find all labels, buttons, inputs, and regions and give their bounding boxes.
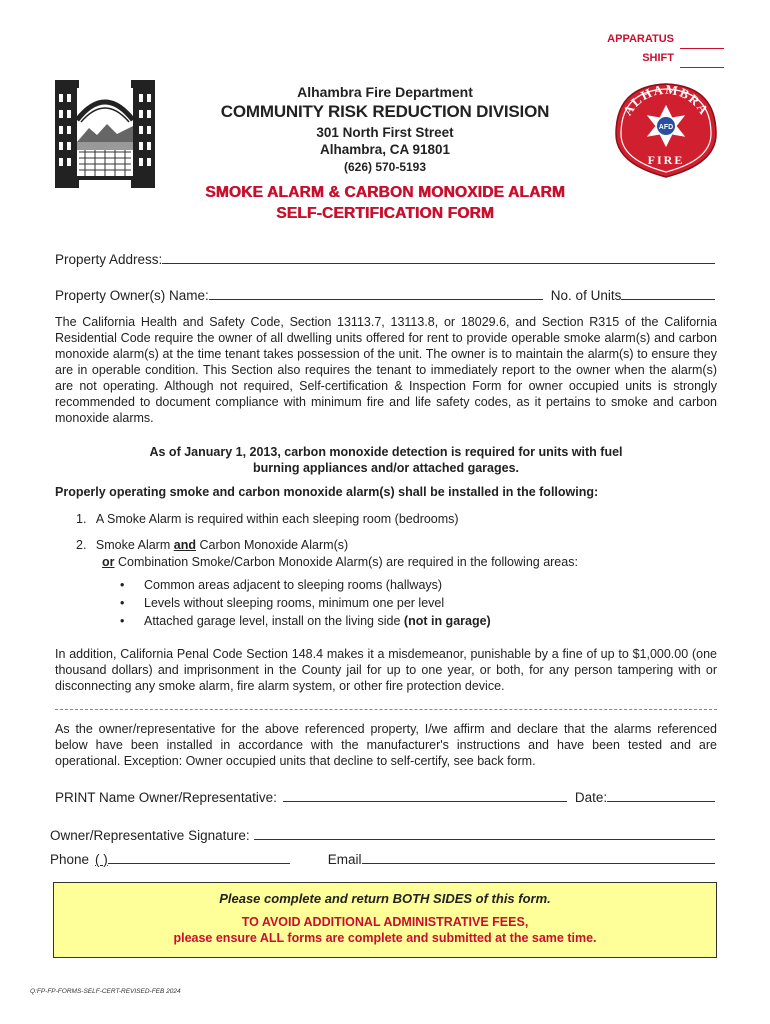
print-name-label: PRINT Name Owner/Representative: — [55, 790, 277, 805]
shift-row — [607, 49, 724, 68]
units-field[interactable] — [621, 286, 715, 300]
list-item-1-number: 1. — [76, 512, 87, 526]
install-heading: Properly operating smoke and carbon monoxide alarm(s) shall be installed in the following: — [55, 485, 599, 499]
phone-area-code[interactable]: ( ) — [95, 852, 108, 867]
co-notice-line2: burning appliances and/or attached garages. — [252, 461, 520, 475]
bullet-item: • Levels without sleeping rooms, minimum one per level — [120, 594, 491, 612]
email-label: Email — [327, 852, 362, 867]
units-label: No. of Units — [550, 288, 622, 303]
property-owner-label: Property Owner(s) Name: — [55, 288, 209, 303]
phone-label: Phone — [50, 852, 90, 867]
shift-field[interactable] — [680, 55, 724, 68]
signature-row — [50, 826, 715, 843]
seal-top-text: ALHAMBRA — [619, 82, 713, 118]
form-footer-code: Q:FP-FP-FORMS-SELF-CERT-REVISED-FEB 2024 — [30, 988, 181, 995]
list-item-2-text-c: Combination Smoke/Carbon Monoxide Alarm(s) are required in the following areas: — [117, 555, 578, 569]
co-notice-line1: As of January 1, 2013, carbon monoxide detection is required for units with fuel — [149, 445, 623, 459]
fire-seal — [612, 82, 720, 178]
affirmation-paragraph: As the owner/representative for the above referenced property, I/we affirm and declare that the alarms referenced below have been installed in accordance with the manufacturer's instructions and have been tested and are operational. Exception: Owner occupied units that decline to self-certify, see back form. — [55, 722, 717, 768]
list-item-1 — [76, 512, 459, 526]
list-item-2-text-a: Smoke Alarm — [95, 538, 171, 552]
list-item-2 — [76, 538, 348, 552]
penal-code-paragraph: In addition, California Penal Code Section 148.4 makes it a misdemeanor, punishable by a fine of up to $1,000.00 (one thousand dollars) and imprisonment in the County jail for up to one year, or both, for any person tampering with or disconnecting any smoke alarm, fire alarm system, or other fire protection device. — [55, 647, 717, 693]
list-item-2-or: or — [102, 555, 115, 569]
phone-field[interactable] — [108, 850, 290, 864]
bullet-3-text: Attached garage level, install on the living side — [144, 614, 401, 628]
apparatus-row — [607, 30, 724, 49]
property-address-label: Property Address: — [55, 252, 163, 267]
dept-name: Alhambra Fire Department — [297, 84, 473, 100]
list-item-2-and: and — [173, 538, 196, 552]
division-name: COMMUNITY RISK REDUCTION DIVISION — [220, 102, 550, 121]
date-field[interactable] — [607, 788, 715, 802]
apparatus-shift-box — [607, 30, 724, 68]
list-item-1-text: A Smoke Alarm is required within each sleeping room (bedrooms) — [95, 512, 459, 526]
list-item-2-line2 — [102, 555, 578, 569]
property-owner-field[interactable] — [209, 286, 543, 300]
property-address-field[interactable] — [162, 250, 715, 264]
print-name-field[interactable] — [283, 788, 567, 802]
form-title-line2: SELF-CERTIFICATION FORM — [276, 205, 494, 222]
signature-field[interactable] — [254, 826, 715, 840]
co-requirement-notice — [55, 444, 717, 476]
submission-notice-box — [53, 882, 717, 958]
seal-badge-text: AFD — [658, 124, 674, 131]
bullet-item — [120, 612, 491, 630]
date-label: Date: — [574, 790, 608, 805]
bullet-3-bold: (not in garage) — [403, 614, 491, 628]
address-street: 301 North First Street — [316, 125, 454, 140]
section-divider — [55, 709, 717, 710]
notice-line1: Please complete and return BOTH SIDES of this form. — [219, 891, 551, 906]
address-city: Alhambra, CA 91801 — [319, 142, 451, 157]
dept-phone: (626) 570-5193 — [343, 160, 427, 174]
signature-label: Owner/Representative Signature: — [50, 828, 250, 843]
property-address-row — [55, 250, 715, 267]
contact-row — [50, 850, 715, 867]
shift-label: SHIFT — [642, 52, 674, 64]
apparatus-label: APPARATUS — [607, 33, 674, 45]
fire-department-seal-icon — [612, 82, 720, 178]
notice-line3: please ensure ALL forms are complete and submitted at the same time. — [173, 931, 597, 945]
print-name-row — [55, 788, 715, 805]
notice-line2: TO AVOID ADDITIONAL ADMINISTRATIVE FEES, — [241, 915, 529, 929]
list-item-2-text-b: Carbon Monoxide Alarm(s) — [199, 538, 349, 552]
bullet-item: • Common areas adjacent to sleeping rooms (hallways) — [120, 576, 491, 594]
apparatus-field[interactable] — [680, 36, 724, 49]
intro-paragraph: The California Health and Safety Code, Section 13113.7, 13113.8, or 18029.6, and Section R315 of the California Residential Code require the owner of all dwelling units offered for rent to provide operable smoke alarm(s) and carbon monoxide alarm(s) at the time tenant takes possession of the unit. The owner is to maintain the alarm(s) to ensure they are in operable condition. This Section also requires the tenant to immediately report to the owner when the alarm(s) are not operating. Although not required, Self-certification & Inspection Form for owner occupied units is strongly recommended to document compliance with minimum fire and life safety codes, as it pertains to smoke and carbon monoxide alarms. — [55, 315, 717, 425]
email-field[interactable] — [362, 850, 715, 864]
property-owner-row — [55, 286, 715, 303]
seal-bottom-text: FIRE — [647, 153, 685, 167]
list-item-2-number: 2. — [76, 538, 87, 552]
form-title-line1: SMOKE ALARM & CARBON MONOXIDE ALARM — [205, 184, 565, 201]
area-bullet-list — [120, 576, 491, 630]
